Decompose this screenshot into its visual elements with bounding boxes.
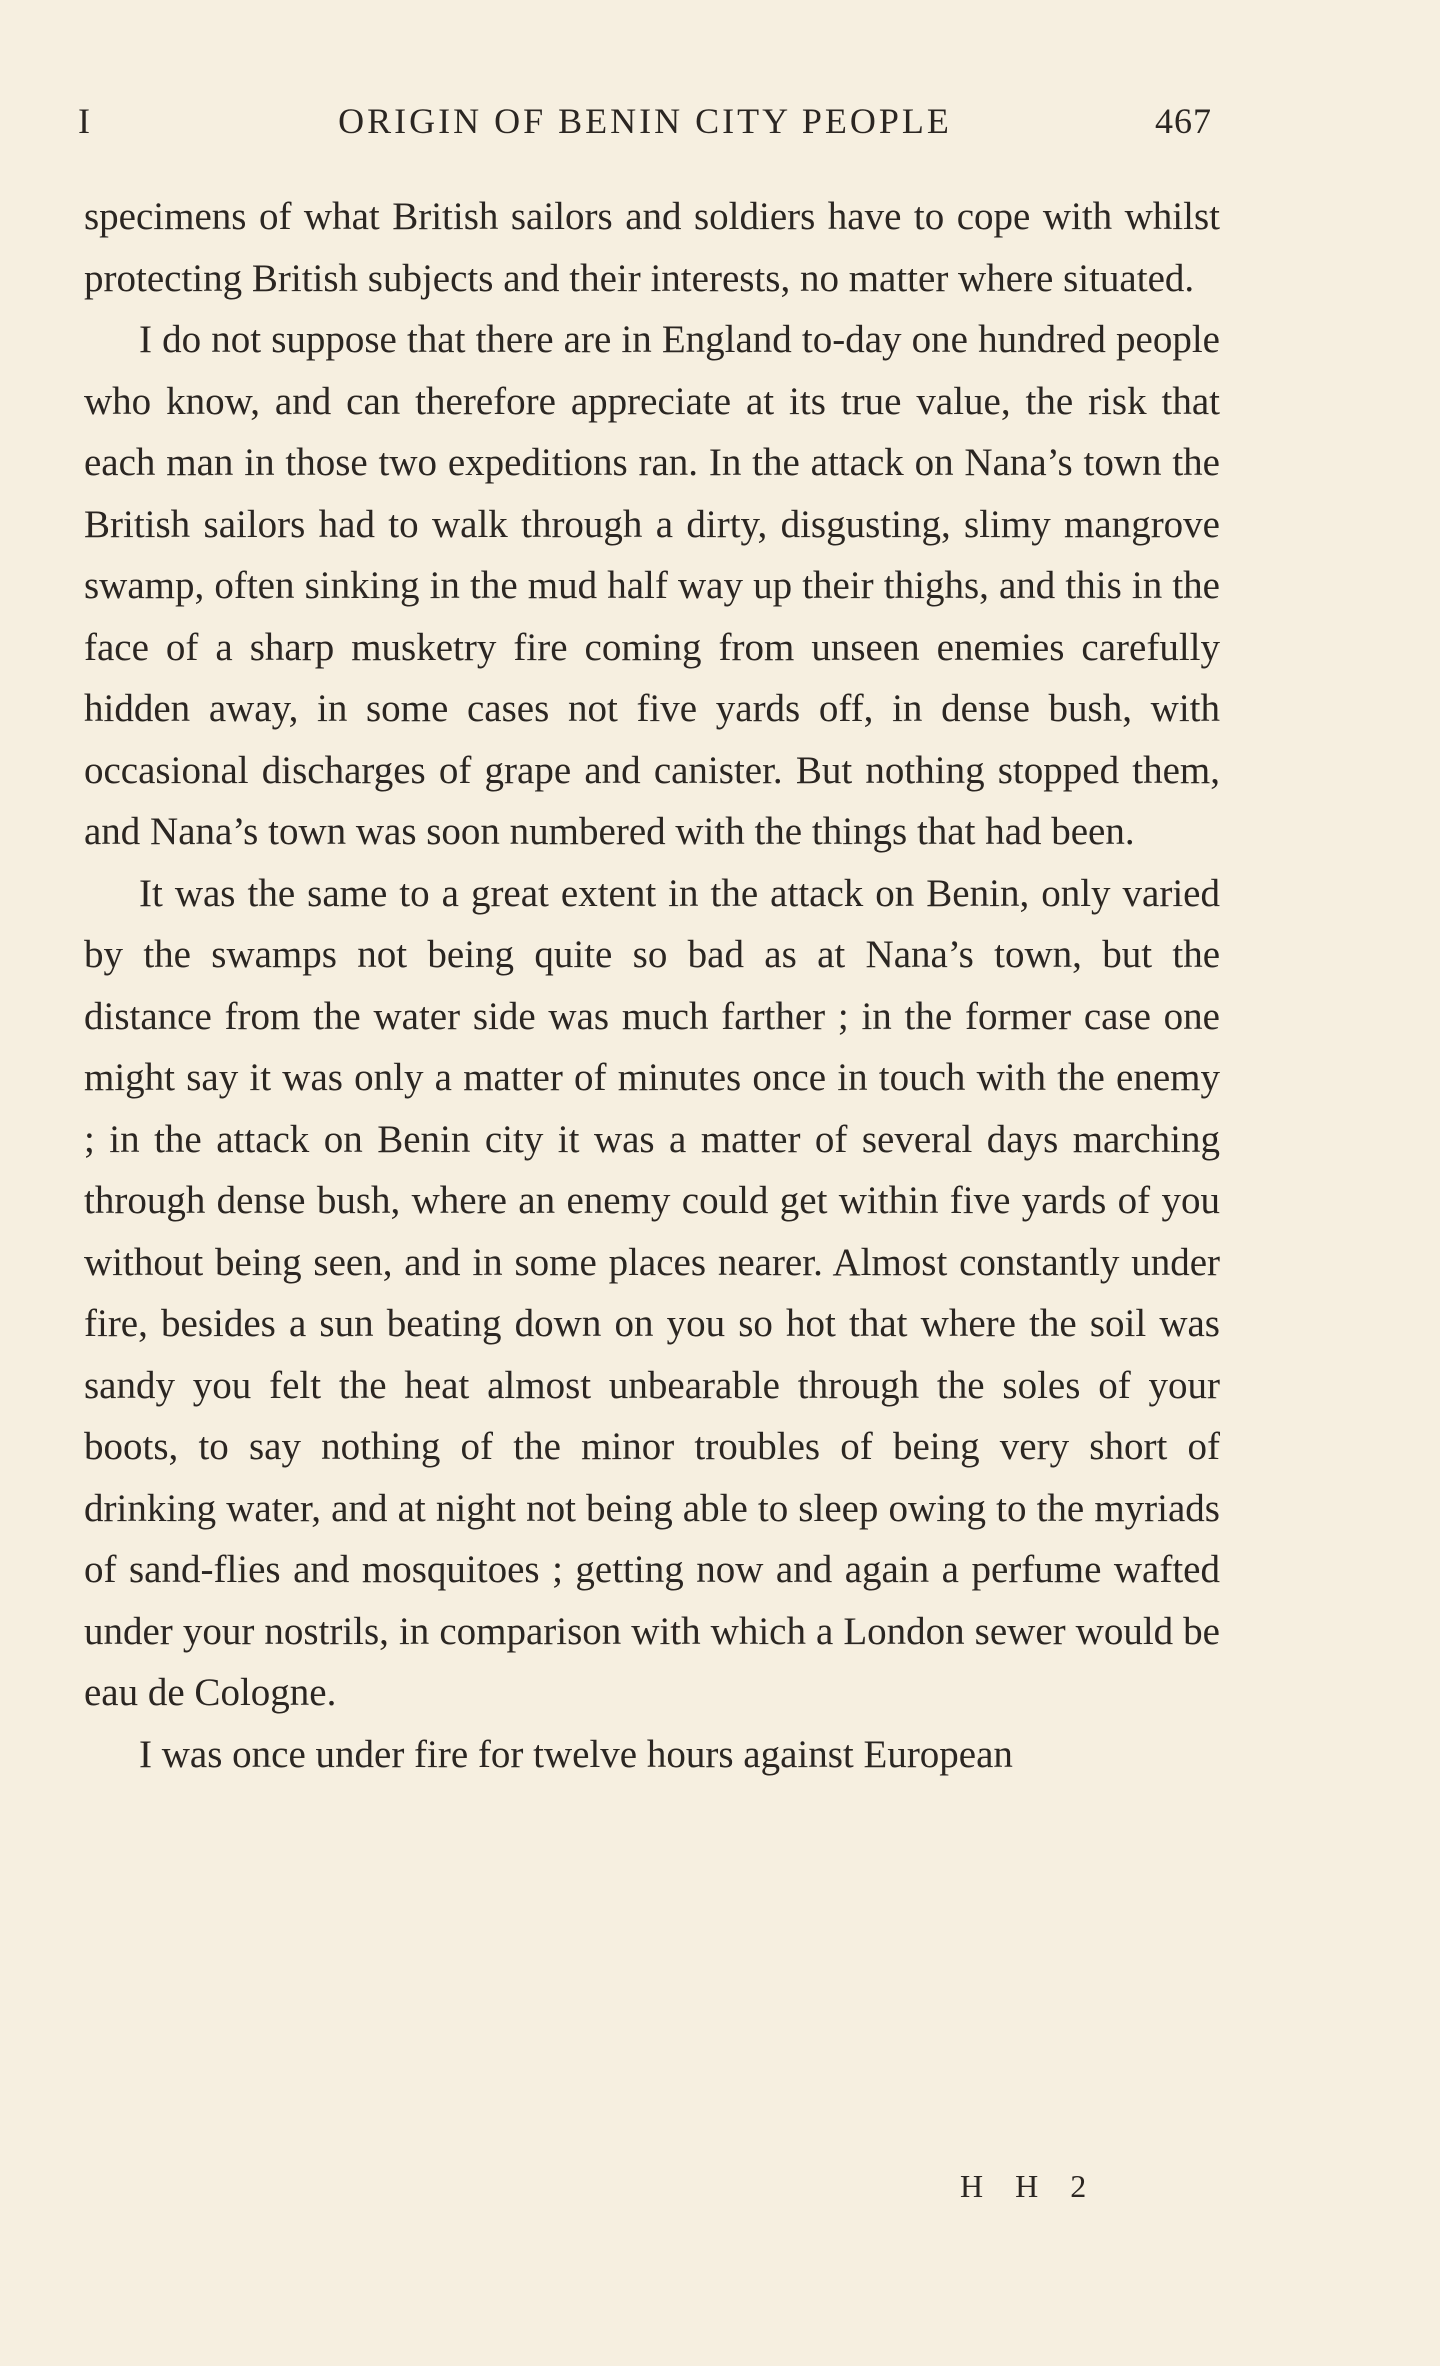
section-mark: I [78, 101, 92, 141]
body-text [84, 186, 1220, 1785]
paragraph: It was the same to a great extent in the attack on Benin, only varied by the swamps not being quite so bad as at Nana’s town, but the distance from the water side was much farther ; in the former case one might say it was only a matter of minutes once in touch with the enemy ; in the attack on Benin city it was a matter of several days marching through dense bush, where an enemy could get within five yards of you without being seen, and in some places nearer. Almost constantly under fire, besides a sun beating down on you so hot that where the soil was sandy you felt the heat almost unbearable through the soles of your boots, to say nothing of the minor troubles of being very short of drinking water, and at night not being able to sleep owing to the myriads of sand-flies and mosquitoes ; getting now and again a perfume wafted under your nostrils, in comparison with which a London sewer would be eau de Cologne. [84, 871, 1220, 1714]
paragraph-continued: specimens of what British sailors and soldiers have to cope with whilst protecting British subjects and their interests, no matter where situated. [84, 195, 1220, 300]
paragraph: I was once under fire for twelve hours against European [139, 1732, 1013, 1776]
running-header [78, 100, 1212, 160]
signature-mark: H H 2 [960, 2168, 1099, 2204]
page-number: 467 [1155, 101, 1212, 141]
paragraph: I do not suppose that there are in England to-day one hundred people who know, and can therefore appreciate at its true value, the risk that each man in those two expeditions ran. In the attack on Nana’s town the British sailors had to walk through a dirty, disgusting, slimy mangrove swamp, often sinking in the mud half way up their thighs, and this in the face of a sharp musketry fire coming from unseen enemies carefully hidden away, in some cases not five yards off, in dense bush, with occasional discharges of grape and canister. But nothing stopped them, and Nana’s town was soon numbered with the things that had been. [84, 318, 1220, 853]
running-title: ORIGIN OF BENIN CITY PEOPLE [338, 101, 952, 141]
